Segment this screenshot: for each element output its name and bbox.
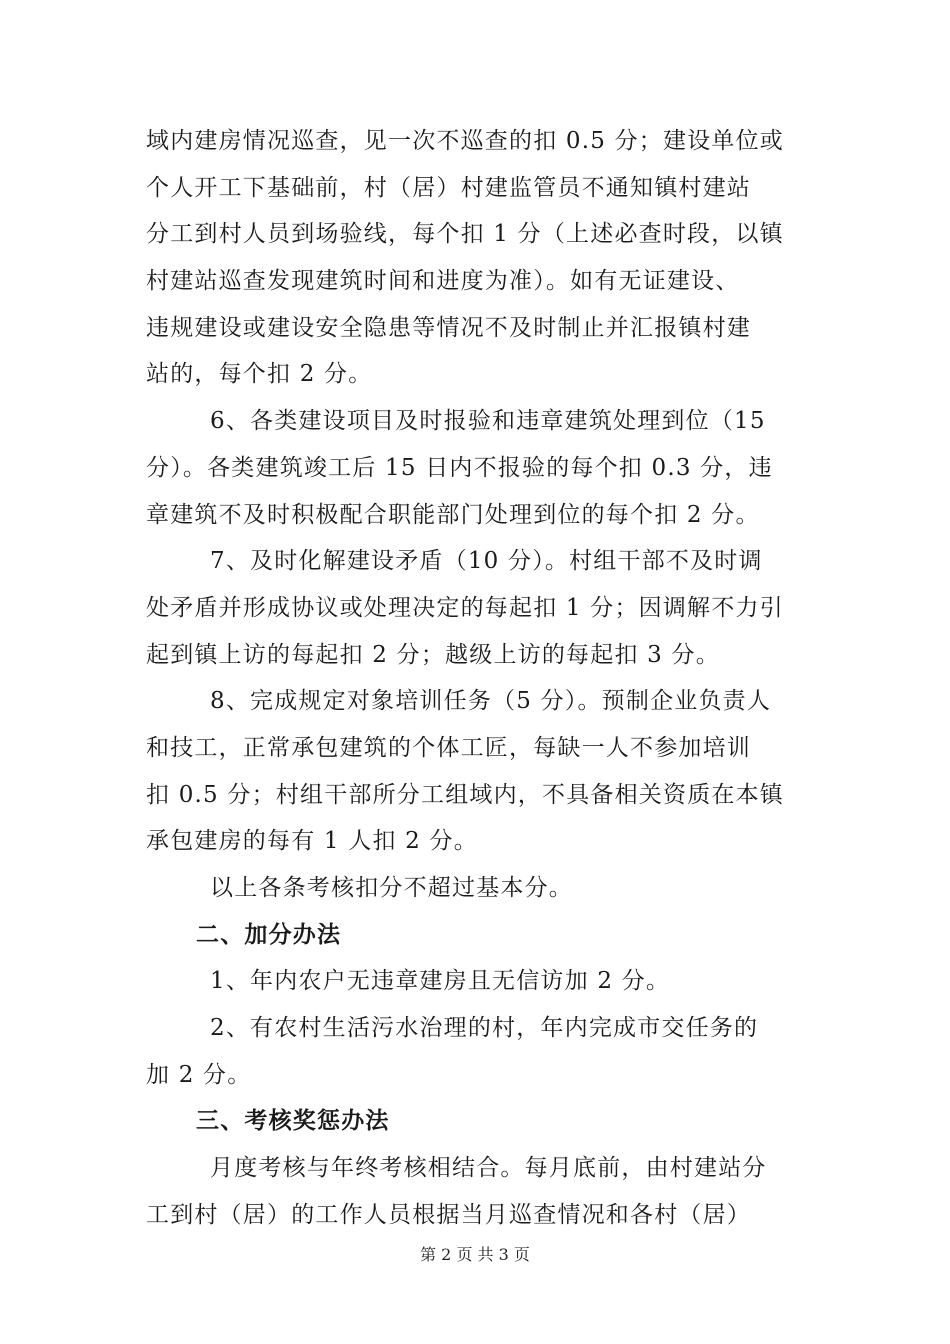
text-line: 扣 0.5 分；村组干部所分工组域内，不具备相关资质在本镇 — [146, 781, 784, 808]
document-body — [146, 118, 816, 1239]
section-heading: 三、考核奖惩办法 — [196, 1108, 390, 1135]
text-line: 和技工，正常承包建筑的个体工匠，每缺一人不参加培训 — [146, 734, 751, 761]
text-line: 8、完成规定对象培训任务（5 分）。预制企业负责人 — [210, 688, 772, 715]
text-line: 域内建房情况巡查，见一次不巡查的扣 0.5 分；建设单位或 — [146, 128, 784, 154]
text-line: 村建站巡查发现建筑时间和进度为准）。如有无证建设、 — [146, 268, 740, 295]
text-line: 分工到村人员到场验线，每个扣 1 分（上述必查时段，以镇 — [146, 221, 784, 248]
text-line: 工到村（居）的工作人员根据当月巡查情况和各村（居） — [146, 1201, 751, 1228]
text-line: 违规建设或建设安全隐患等情况不及时制止并汇报镇村建 — [146, 314, 751, 341]
text-line: 7、及时化解建设矛盾（10 分）。村组干部不及时调 — [210, 548, 763, 575]
text-line: 6、各类建设项目及时报验和违章建筑处理到位（15 — [210, 408, 766, 435]
text-line: 以上各条考核扣分不超过基本分。 — [210, 875, 573, 901]
page-footer: 第 2 页 共 3 页 — [420, 1245, 530, 1264]
text-line: 加 2 分。 — [146, 1061, 252, 1088]
text-line: 个人开工下基础前，村（居）村建监管员不通知镇村建站 — [146, 174, 751, 201]
text-line: 1、年内农户无违章建房且无信访加 2 分。 — [210, 968, 671, 995]
text-line: 章建筑不及时积极配合职能部门处理到位的每个扣 2 分。 — [146, 501, 760, 528]
text-line: 承包建房的每有 1 人扣 2 分。 — [146, 828, 478, 855]
text-line: 分）。各类建筑竣工后 15 日内不报验的每个扣 0.3 分，违 — [146, 454, 773, 481]
text-line: 站的，每个扣 2 分。 — [146, 361, 373, 388]
text-line: 月度考核与年终考核相结合。每月底前，由村建站分 — [210, 1155, 767, 1182]
section-heading: 二、加分办法 — [196, 921, 342, 948]
text-line: 2、有农村生活污水治理的村，年内完成市交任务的 — [210, 1015, 759, 1042]
text-line: 处矛盾并形成协议或处理决定的每起扣 1 分；因调解不力引 — [146, 594, 784, 621]
text-line: 起到镇上访的每起扣 2 分；越级上访的每起扣 3 分。 — [146, 641, 720, 668]
